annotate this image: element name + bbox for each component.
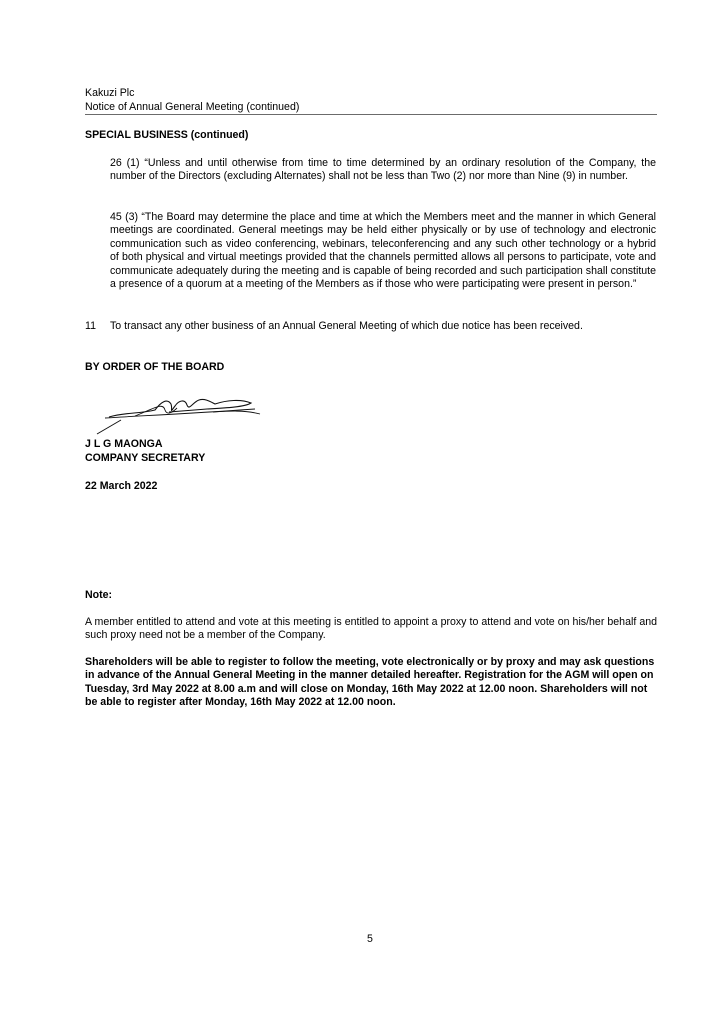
section-heading: SPECIAL BUSINESS (continued) [85,129,249,141]
page-header [85,86,657,114]
signatory-title: COMPANY SECRETARY [85,451,206,464]
amendment-26-1: 26 (1) “Unless and until otherwise from time to time determined by an ordinary resolution of the Company, the number of the Directors (excluding Alternates) shall not be less than Two (2) nor more than Nine (9) in number. [110,157,656,183]
page-number: 5 [367,933,373,945]
note-proxy-paragraph: A member entitled to attend and vote at this meeting is entitled to appoint a proxy to attend and vote on his/her behalf and such proxy need not be a member of the Company. [85,616,657,642]
signatory-block [85,438,205,465]
agenda-item-number: 11 [85,320,96,332]
notice-date: 22 March 2022 [85,480,158,492]
agenda-item-text: To transact any other business of an Annual General Meeting of which due notice has been received. [110,320,583,332]
amendment-45-3: 45 (3) “The Board may determine the place and time at which the Members meet and the manner in which General meetings are coordinated. General meetings may be held either physically or by use of technology and electronic communication such as video conferencing, webinars, teleconferencing and any such other technology or a hybrid of both physical and virtual meetings provided that the channels permitted allows all persons to participate, vote and communicate adequately during the meeting and is capable of being recorded and such participation shall constitute a presence of a quorum at a meeting of the Members as if those who were participating were present in person.” [110,211,656,291]
note-heading: Note: [85,589,113,601]
note-registration-paragraph: Shareholders will be able to register to follow the meeting, vote electronically or by proxy and may ask questions in advance of the Annual General Meeting in the manner detailed hereafter. Registration for the AGM will open on Tuesday, 3rd May 2022 at 8.00 a.m and will close on Monday, 16th May 2022 at 12.00 noon. Shareholders will not be able to register after Monday, 16th May 2022 at 12.00 noon. [85,656,655,709]
signature-image [95,390,265,436]
agenda-item-11 [85,320,657,333]
header-divider [85,114,657,115]
document-subtitle: Notice of Annual General Meeting (continued) [85,101,300,113]
board-order-heading: BY ORDER OF THE BOARD [85,361,225,373]
company-name: Kakuzi Plc [85,87,135,99]
signatory-name: J L G MAONGA [85,438,163,450]
